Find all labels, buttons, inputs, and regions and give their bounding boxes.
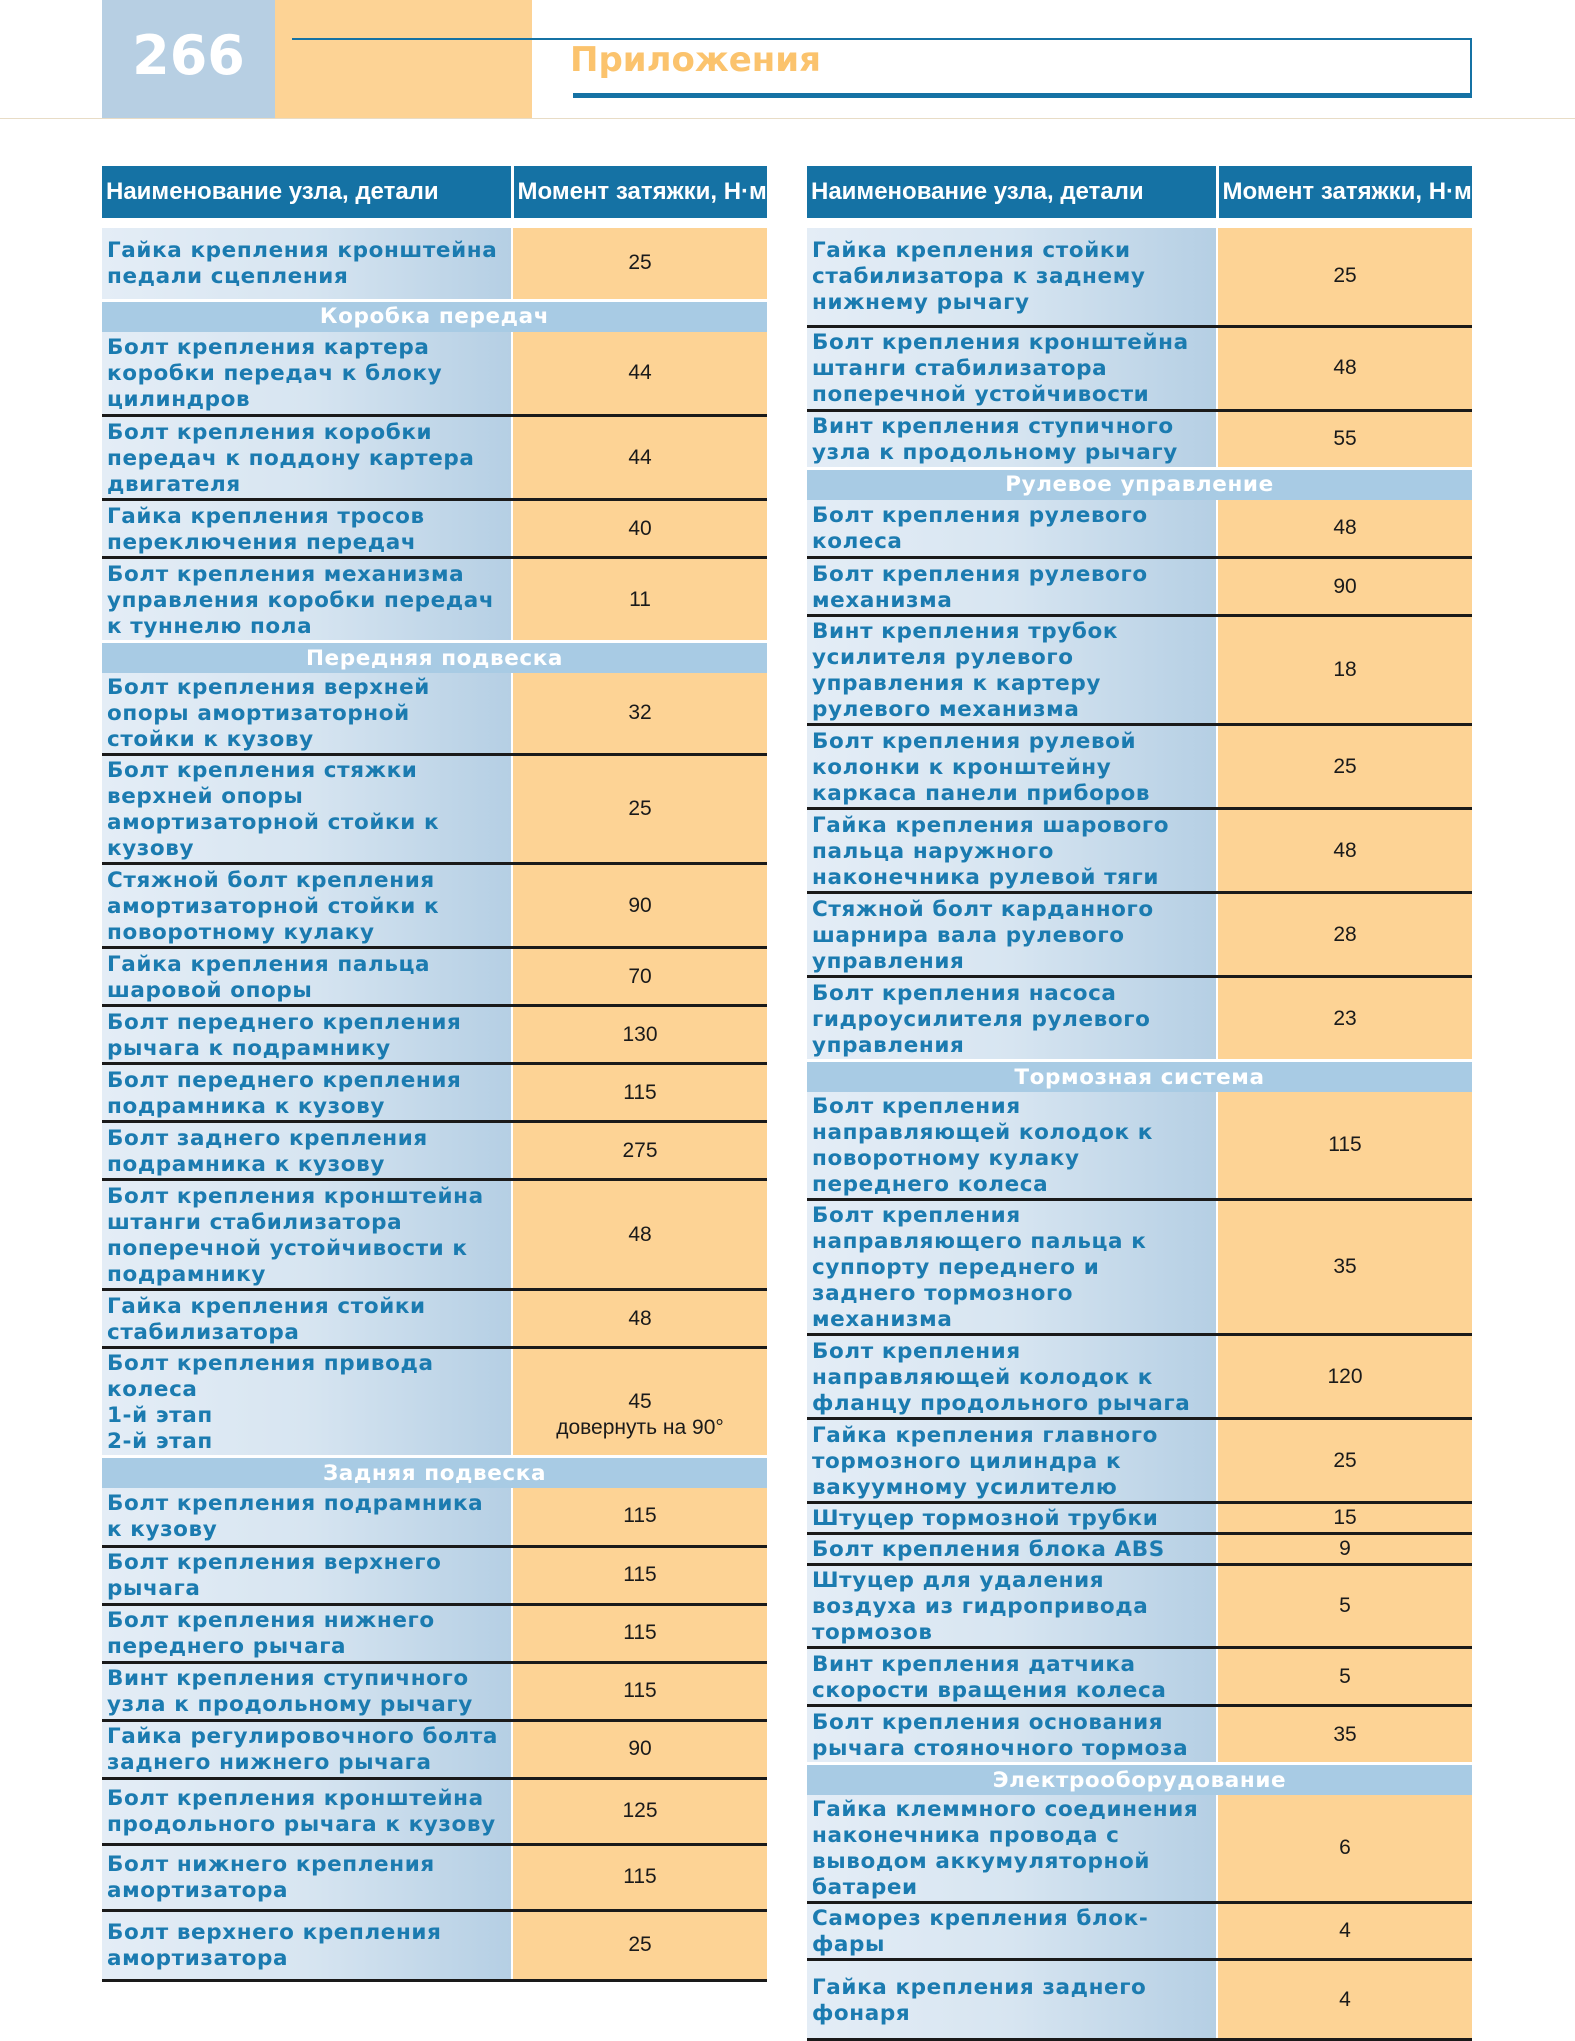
part-name-cell xyxy=(807,410,1217,468)
table-row xyxy=(102,1180,767,1290)
torque-value: 115 xyxy=(1328,1133,1362,1156)
part-name: Стяжной болт карданного шарнира вала рулевого управления xyxy=(812,896,1154,974)
torque-value-cell xyxy=(1217,326,1472,410)
table-row xyxy=(807,725,1472,809)
section-heading: Коробка передач xyxy=(102,300,767,332)
part-name: Болт крепления насоса гидроусилителя рулевого управления xyxy=(812,980,1151,1058)
section-row xyxy=(102,1457,767,1489)
table-row xyxy=(807,809,1472,893)
table-row xyxy=(807,1795,1472,1903)
part-name-cell xyxy=(102,864,512,948)
torque-value: 115 xyxy=(623,1621,657,1644)
part-name: Болт крепления блока ABS xyxy=(812,1537,1165,1562)
torque-value: 120 xyxy=(1327,1364,1363,1388)
table-row xyxy=(102,948,767,1006)
torque-value-cell xyxy=(512,755,767,864)
spacer-cell xyxy=(807,218,1472,228)
torque-value: 40 xyxy=(628,516,652,540)
part-name: Болт крепления нижнего переднего рычага xyxy=(107,1608,435,1659)
column-header-torque: Момент затяжки, Н·м xyxy=(1217,166,1472,218)
part-name-cell xyxy=(807,1092,1217,1200)
table-row xyxy=(807,410,1472,468)
torque-value: 28 xyxy=(1333,922,1357,946)
torque-value: 9 xyxy=(1339,1537,1351,1560)
part-name: Гайка крепления стойки стабилизатора к заднему нижнему рычагу xyxy=(812,238,1146,316)
table-row xyxy=(807,1335,1472,1419)
part-name-cell xyxy=(807,1903,1217,1960)
part-name-cell xyxy=(807,1419,1217,1503)
part-name: Гайка крепления пальца шаровой опоры xyxy=(107,951,431,1003)
part-name-cell xyxy=(102,1180,512,1290)
page-number: 266 xyxy=(132,24,245,87)
torque-value-cell xyxy=(512,1290,767,1348)
part-name: Гайка крепления главного тормозного цилиндра к вакуумному усилителю xyxy=(812,1422,1158,1500)
section-row xyxy=(102,300,767,332)
part-name-cell xyxy=(102,1290,512,1348)
torque-value-cell xyxy=(1217,500,1472,558)
torque-value: 115 xyxy=(623,1080,657,1104)
part-name-cell xyxy=(807,1648,1217,1706)
torque-value: 48 xyxy=(1333,515,1357,539)
part-name: Болт крепления верхнего рычага xyxy=(107,1550,442,1601)
table-row xyxy=(102,755,767,864)
torque-value-cell xyxy=(512,416,767,500)
header-divider xyxy=(0,118,1575,119)
torque-value: 48 xyxy=(1333,356,1357,379)
torque-value: 4 xyxy=(1339,1987,1351,2011)
torque-value-cell xyxy=(512,1604,767,1662)
table-row xyxy=(102,864,767,948)
torque-value: 23 xyxy=(1333,1006,1357,1030)
column-header-torque: Момент затяжки, Н·м xyxy=(512,166,767,218)
torque-value-cell xyxy=(512,1488,767,1546)
torque-value-cell xyxy=(1217,1534,1472,1565)
section-heading: Передняя подвеска xyxy=(102,642,767,674)
part-name-cell xyxy=(102,1006,512,1064)
table-row xyxy=(102,673,767,755)
table-row xyxy=(807,1903,1472,1960)
torque-value: 115 xyxy=(623,1563,657,1586)
table-row xyxy=(807,977,1472,1061)
table-row xyxy=(807,1092,1472,1200)
part-name: Болт крепления направляющей колодок к поворотному кулаку переднего колеса xyxy=(812,1094,1153,1197)
torque-value: 5 xyxy=(1339,1664,1351,1688)
torque-value-cell xyxy=(1217,893,1472,977)
table-row xyxy=(102,1348,767,1457)
torque-value-cell xyxy=(512,1006,767,1064)
part-name-cell xyxy=(102,228,512,300)
part-name-cell xyxy=(102,416,512,500)
part-name-cell xyxy=(102,558,512,642)
table-row xyxy=(102,332,767,416)
part-name-cell xyxy=(102,1122,512,1180)
torque-value-cell xyxy=(512,1064,767,1122)
header-spacer xyxy=(807,218,1472,228)
torque-value: 6 xyxy=(1339,1836,1351,1859)
section-row xyxy=(807,1061,1472,1093)
stage-label: 1-й этап xyxy=(107,1403,213,1428)
torque-value-cell xyxy=(512,673,767,755)
title-underline xyxy=(573,93,1472,98)
torque-value: 4 xyxy=(1339,1919,1351,1942)
torque-value: 90 xyxy=(628,1737,652,1760)
part-name-cell xyxy=(102,1546,512,1604)
part-name: Болт крепления картера коробки передач к блоку цилиндров xyxy=(107,334,443,412)
header-spacer xyxy=(102,218,767,228)
torque-value-cell xyxy=(512,1122,767,1180)
torque-table-left xyxy=(102,166,767,1982)
part-name: Винт крепления трубок усилителя рулевого управления к картеру рулевого механизма xyxy=(812,619,1119,722)
part-name: Болт нижнего крепления амортизатора xyxy=(107,1852,435,1903)
part-name: Болт крепления направляющей колодок к фланцу продольного рычага xyxy=(812,1338,1191,1416)
torque-value: 5 xyxy=(1339,1594,1351,1617)
part-name: Гайка крепления заднего фонаря xyxy=(812,1974,1147,2026)
table-row xyxy=(807,1419,1472,1503)
part-name: Болт крепления рулевого механизма xyxy=(812,561,1148,613)
torque-value: 275 xyxy=(622,1138,658,1162)
part-name-cell xyxy=(807,616,1217,725)
torque-value-cell xyxy=(1217,1648,1472,1706)
table-row xyxy=(102,1290,767,1348)
stage-torque-value: довернуть на 90° xyxy=(556,1416,724,1439)
torque-value-cell xyxy=(1217,1706,1472,1764)
torque-value: 90 xyxy=(628,893,652,917)
title-frame-top xyxy=(292,38,1472,40)
part-name-cell xyxy=(807,809,1217,893)
table-body xyxy=(807,218,1472,2040)
part-name: Гайка клеммного соединения наконечника провода с выводом аккумуляторной батареи xyxy=(812,1797,1199,1900)
part-name-cell xyxy=(102,1604,512,1662)
part-name-cell xyxy=(102,755,512,864)
table-row xyxy=(102,416,767,500)
table-row xyxy=(102,558,767,642)
torque-value-cell xyxy=(512,1778,767,1844)
part-name: Болт крепления кронштейна продольного рычага к кузову xyxy=(107,1786,496,1837)
torque-value: 18 xyxy=(1333,658,1357,681)
table-row xyxy=(102,1006,767,1064)
part-name: Болт крепления подрамника к кузову xyxy=(107,1491,484,1543)
torque-value: 44 xyxy=(628,360,652,384)
section-heading: Электрооборудование xyxy=(807,1764,1472,1796)
torque-value: 44 xyxy=(628,445,652,469)
torque-value: 25 xyxy=(1333,264,1357,288)
torque-value-cell xyxy=(512,558,767,642)
part-name-cell xyxy=(102,1778,512,1844)
torque-value-cell xyxy=(512,1662,767,1720)
torque-value: 32 xyxy=(628,701,652,724)
torque-value: 115 xyxy=(623,1679,657,1702)
torque-value-cell xyxy=(1217,228,1472,326)
part-name-cell xyxy=(102,948,512,1006)
table-row xyxy=(807,558,1472,616)
part-name-cell xyxy=(807,1960,1217,2040)
part-name: Болт крепления кронштейна штанги стабилизатора поперечной устойчивости к подрамнику xyxy=(107,1183,484,1287)
table-row xyxy=(807,1960,1472,2040)
table-row xyxy=(807,1706,1472,1764)
table-row xyxy=(102,1720,767,1778)
torque-value-cell xyxy=(512,1180,767,1290)
table-row xyxy=(102,1064,767,1122)
part-name-cell xyxy=(102,1488,512,1546)
part-name-cell xyxy=(807,326,1217,410)
part-name: Гайка регулировочного болта заднего нижнего рычага xyxy=(107,1724,499,1775)
part-name-cell xyxy=(102,1662,512,1720)
part-name-cell xyxy=(807,1335,1217,1419)
torque-value: 48 xyxy=(628,1222,652,1246)
section-row xyxy=(807,1764,1472,1796)
part-name-cell xyxy=(807,1503,1217,1534)
torque-value: 11 xyxy=(629,587,651,611)
torque-value-cell xyxy=(512,1910,767,1980)
part-name: Винт крепления ступичного узла к продольному рычагу xyxy=(107,1666,473,1717)
part-name-cell xyxy=(807,977,1217,1061)
part-name-cell xyxy=(807,893,1217,977)
torque-value: 48 xyxy=(1333,838,1357,862)
torque-value-cell xyxy=(512,1844,767,1910)
torque-value: 48 xyxy=(628,1306,652,1330)
part-name: Болт крепления верхней опоры амортизаторной стойки к кузову xyxy=(107,675,430,752)
part-name: Гайка крепления стойки стабилизатора xyxy=(107,1293,426,1345)
part-name-cell xyxy=(807,228,1217,326)
part-name: Гайка крепления шарового пальца наружного наконечника рулевой тяги xyxy=(812,812,1170,890)
part-name-cell xyxy=(102,332,512,416)
part-name-cell xyxy=(807,1706,1217,1764)
part-name-cell xyxy=(102,1348,512,1457)
part-name: Штуцер тормозной трубки xyxy=(812,1506,1159,1531)
torque-value: 130 xyxy=(622,1022,658,1046)
part-name: Стяжной болт крепления амортизаторной стойки к поворотному кулаку xyxy=(107,867,440,945)
table-row xyxy=(102,228,767,300)
torque-value-cell xyxy=(512,1720,767,1778)
table-body xyxy=(102,218,767,1980)
torque-value-cell xyxy=(1217,1960,1472,2040)
part-name-cell xyxy=(807,1795,1217,1903)
torque-value: 25 xyxy=(628,251,652,275)
table-row xyxy=(807,893,1472,977)
part-name-cell xyxy=(807,1534,1217,1565)
table-header-row xyxy=(807,166,1472,218)
section-row xyxy=(807,468,1472,500)
part-name-cell xyxy=(102,1720,512,1778)
table-row xyxy=(102,1778,767,1844)
table-row xyxy=(807,1648,1472,1706)
spacer-cell xyxy=(102,218,767,228)
torque-value: 35 xyxy=(1333,1255,1357,1278)
part-name-cell xyxy=(102,1064,512,1122)
torque-value-cell xyxy=(1217,1903,1472,1960)
table-row xyxy=(807,1565,1472,1648)
part-name: Болт верхнего крепления амортизатора xyxy=(107,1920,442,1971)
stage-spacer xyxy=(513,1363,767,1389)
torque-value-cell xyxy=(512,1546,767,1604)
part-name: Саморез крепления блок-фары xyxy=(812,1906,1149,1957)
torque-value-cell xyxy=(1217,1092,1472,1200)
torque-value-cell xyxy=(1217,1503,1472,1534)
part-name: Болт крепления механизма управления коробки передач к туннелю пола xyxy=(107,561,495,639)
part-name-cell xyxy=(807,1200,1217,1335)
torque-value-cell xyxy=(512,500,767,558)
part-name: Гайка крепления тросов переключения передач xyxy=(107,503,425,555)
part-name: Винт крепления датчика скорости вращения колеса xyxy=(812,1651,1167,1703)
table-row xyxy=(102,1546,767,1604)
torque-value-cell xyxy=(512,864,767,948)
part-name: Болт переднего крепления рычага к подрамнику xyxy=(107,1009,462,1061)
torque-value: 25 xyxy=(628,1933,652,1956)
part-name-cell xyxy=(807,558,1217,616)
torque-value-cell xyxy=(512,228,767,300)
part-name-cell xyxy=(102,673,512,755)
torque-table-right xyxy=(807,166,1472,2041)
torque-value: 70 xyxy=(628,964,652,988)
torque-value-cell xyxy=(1217,1335,1472,1419)
part-name-cell xyxy=(807,1565,1217,1648)
table-row xyxy=(807,228,1472,326)
table-row xyxy=(102,1122,767,1180)
table-row xyxy=(807,1200,1472,1335)
part-name: Винт крепления ступичного узла к продольному рычагу xyxy=(812,414,1178,465)
column-header-name: Наименование узла, детали xyxy=(102,166,512,218)
table-row xyxy=(102,1910,767,1980)
part-name-cell xyxy=(102,1910,512,1980)
table-row xyxy=(807,616,1472,725)
part-name-cell xyxy=(807,500,1217,558)
torque-value-cell xyxy=(1217,809,1472,893)
table-row xyxy=(807,1503,1472,1534)
torque-value-cell xyxy=(1217,558,1472,616)
torque-value-cell xyxy=(1217,1795,1472,1903)
table-row xyxy=(807,326,1472,410)
part-name: Болт крепления кронштейна штанги стабилизатора поперечной устойчивости xyxy=(812,330,1189,407)
torque-value-cell xyxy=(1217,1419,1472,1503)
torque-value: 115 xyxy=(623,1865,657,1888)
table-row xyxy=(102,1662,767,1720)
title-frame-right xyxy=(1470,38,1472,95)
stage-torque-value: 45 xyxy=(628,1390,652,1413)
part-name: Гайка крепления кронштейна педали сцепления xyxy=(107,238,498,290)
part-name: Болт заднего крепления подрамника к кузову xyxy=(107,1125,428,1177)
part-name-cell xyxy=(102,500,512,558)
table-row xyxy=(807,500,1472,558)
header-accent-block xyxy=(275,0,532,118)
torque-value: 25 xyxy=(628,797,652,820)
table-row xyxy=(102,1604,767,1662)
torque-value-cell xyxy=(1217,725,1472,809)
part-name: Болт крепления стяжки верхней опоры амортизаторной стойки к кузову xyxy=(107,758,440,861)
torque-value-cell xyxy=(1217,1200,1472,1335)
part-name: Болт крепления коробки передач к поддону картера двигателя xyxy=(107,419,475,497)
torque-value: 90 xyxy=(1333,574,1357,598)
section-row xyxy=(102,642,767,674)
torque-value-cell xyxy=(1217,616,1472,725)
torque-value: 35 xyxy=(1333,1722,1357,1746)
torque-value: 115 xyxy=(623,1504,657,1528)
column-header-name: Наименование узла, детали xyxy=(807,166,1217,218)
section-heading: Тормозная система xyxy=(807,1061,1472,1093)
part-name: Болт крепления основания рычага стояночного тормоза xyxy=(812,1709,1189,1761)
part-name: Болт крепления рулевой колонки к кронштейну каркаса панели приборов xyxy=(812,728,1151,806)
torque-value-cell xyxy=(1217,977,1472,1061)
part-name: Болт крепления направляющего пальца к суппорту переднего и заднего тормозного механизма xyxy=(812,1203,1147,1332)
torque-value-cell xyxy=(1217,1565,1472,1648)
torque-value-cell xyxy=(1217,410,1472,468)
torque-value: 125 xyxy=(622,1799,658,1822)
torque-value: 25 xyxy=(1333,754,1357,778)
part-name-cell xyxy=(102,1844,512,1910)
table-row xyxy=(102,500,767,558)
table-row xyxy=(102,1488,767,1546)
part-name: Болт переднего крепления подрамника к кузову xyxy=(107,1067,462,1119)
torque-value-cell xyxy=(512,948,767,1006)
part-name: Штуцер для удаления воздуха из гидропривода тормозов xyxy=(812,1568,1149,1645)
torque-value: 25 xyxy=(1333,1448,1357,1472)
part-name-cell xyxy=(807,725,1217,809)
part-name: Болт крепления привода колеса xyxy=(107,1351,434,1402)
table-row xyxy=(102,1844,767,1910)
section-title: Приложения xyxy=(570,40,821,80)
section-heading: Задняя подвеска xyxy=(102,1457,767,1489)
table-row xyxy=(807,1534,1472,1565)
part-name: Болт крепления рулевого колеса xyxy=(812,502,1148,554)
stage-label: 2-й этап xyxy=(107,1429,213,1454)
torque-value: 55 xyxy=(1333,427,1357,450)
table-header-row xyxy=(102,166,767,218)
section-heading: Рулевое управление xyxy=(807,468,1472,500)
torque-value-cell xyxy=(512,332,767,416)
torque-value-cell xyxy=(512,1348,767,1457)
torque-value: 15 xyxy=(1333,1506,1357,1529)
